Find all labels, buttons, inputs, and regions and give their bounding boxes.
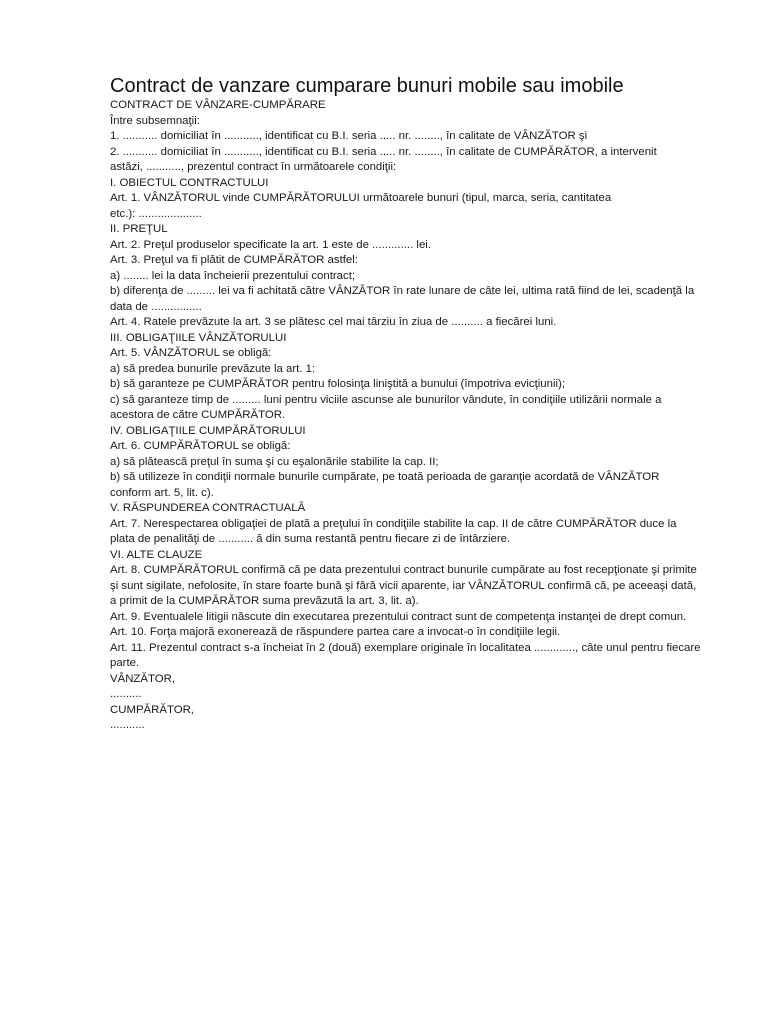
contract-line: acestora de către CUMPĂRĂTOR. (110, 409, 286, 421)
contract-line: b) diferenţa de ......... lei va fi achitată către VÂNZĂTOR în rate lunare de câte lei, ultima rată fiind de lei, scadenţă la (110, 285, 695, 297)
contract-line: VÂNZĂTOR, (110, 672, 175, 685)
contract-line: data de ................ (110, 300, 202, 313)
contract-line: I. OBIECTUL CONTRACTULUI (110, 176, 269, 189)
contract-line: Art. 9. Eventualele litigii născute din executarea prezentului contract sunt de competenţa instanţei de drept comun. (110, 610, 687, 623)
document-title: Contract de vanzare cumparare bunuri mobile sau imobile (110, 75, 624, 97)
contract-line: IV. OBLIGAŢIILE CUMPĂRĂTORULUI (110, 424, 306, 437)
contract-line: Art. 1. VÂNZĂTORUL vinde CUMPĂRĂTORULUI următoarele bunuri (tipul, marca, seria, cantitatea (110, 192, 612, 204)
contract-line: V. RĂSPUNDEREA CONTRACTUALĂ (110, 502, 306, 514)
contract-line: 1. ........... domiciliat în ..........., identificat cu B.I. seria ..... nr. ........, în calitate de VÂNZĂTOR şi (110, 130, 588, 142)
contract-line: b) să garanteze pe CUMPĂRĂTOR pentru folosinţa liniştită a bunului (împotriva evicţiunii); (110, 378, 565, 390)
contract-line: Art. 8. CUMPĂRĂTORUL confirmă că pe data prezentului contract bunurile cumpărate au fost recepţionate şi primite (110, 564, 697, 576)
contract-line: CUMPĂRĂTOR, (110, 703, 194, 716)
contract-line: parte. (110, 657, 140, 669)
contract-line: Art. 7. Nerespectarea obligaţiei de plată a preţului în condiţiile stabilite la cap. II de către CUMPĂRĂTOR duce la (110, 517, 677, 530)
contract-line: II. PREŢUL (110, 223, 168, 235)
contract-line: Art. 2. Preţul produselor specificate la art. 1 este de ............. lei. (110, 238, 431, 251)
contract-line: conform art. 5, lit. c). (110, 486, 214, 499)
contract-line: astăzi, ..........., prezentul contract în următoarele condiţii: (110, 161, 397, 173)
contract-line: Între subsemnaţii: (110, 114, 200, 127)
contract-line: Art. 3. Preţul va fi plătit de CUMPĂRĂTOR astfel: (110, 254, 358, 266)
contract-line: Art. 11. Prezentul contract s-a încheiat în 2 (două) exemplare originale în localitatea ............., câte unul pentru fiecare (110, 641, 701, 654)
contract-line: 2. ........... domiciliat în ..........., identificat cu B.I. seria ..... nr. ........, în calitate de CUMPĂRĂTOR, a intervenit (110, 145, 657, 158)
contract-line: şi sunt sigilate, nefolosite, în stare foarte bună şi fără vicii aparente, iar VÂNZĂTORUL confirmă că, pe aceeaşi dată, (110, 579, 697, 592)
contract-body (110, 98, 720, 734)
contract-line: etc.): .................... (110, 207, 202, 220)
contract-line: Art. 6. CUMPĂRĂTORUL se obligă: (110, 440, 291, 452)
contract-line: a primit de la CUMPĂRĂTOR suma prevăzută la art. 3, lit. a). (110, 595, 419, 607)
contract-line: .......... (110, 688, 142, 700)
contract-line: plata de penalităţi de ........... ă din suma restantă pentru fiecare zi de întârziere. (110, 533, 511, 545)
contract-line: b) să utilizeze în condiţii normale bunurile cumpărate, pe toată perioada de garanţie acordată de VÂNZĂTOR (110, 471, 660, 483)
contract-line: CONTRACT DE VÂNZARE-CUMPĂRARE (110, 99, 326, 111)
contract-line: c) să garanteze timp de ......... luni pentru viciile ascunse ale bunurilor vândute, în condiţiile utilizării normale a (110, 393, 662, 406)
contract-line: VI. ALTE CLAUZE (110, 548, 203, 561)
contract-line: Art. 4. Ratele prevăzute la art. 3 se plătesc cel mai târziu în ziua de .......... a fiecărei luni. (110, 316, 557, 328)
contract-line: a) ........ lei la data încheierii prezentului contract; (110, 269, 356, 282)
contract-line: III. OBLIGAŢIILE VÂNZĂTORULUI (110, 331, 287, 344)
contract-line: a) să plătească preţul în suma şi cu eşalonările stabilite la cap. II; (110, 455, 439, 468)
contract-line: Art. 5. VÂNZĂTORUL se obligă: (110, 347, 272, 359)
contract-line: Art. 10. Forţa majoră exonerează de răspundere partea care a invocat-o în condiţiile legii. (110, 626, 561, 638)
contract-line: a) să predea bunurile prevăzute la art. 1: (110, 362, 316, 375)
contract-line: ........... (110, 719, 145, 731)
